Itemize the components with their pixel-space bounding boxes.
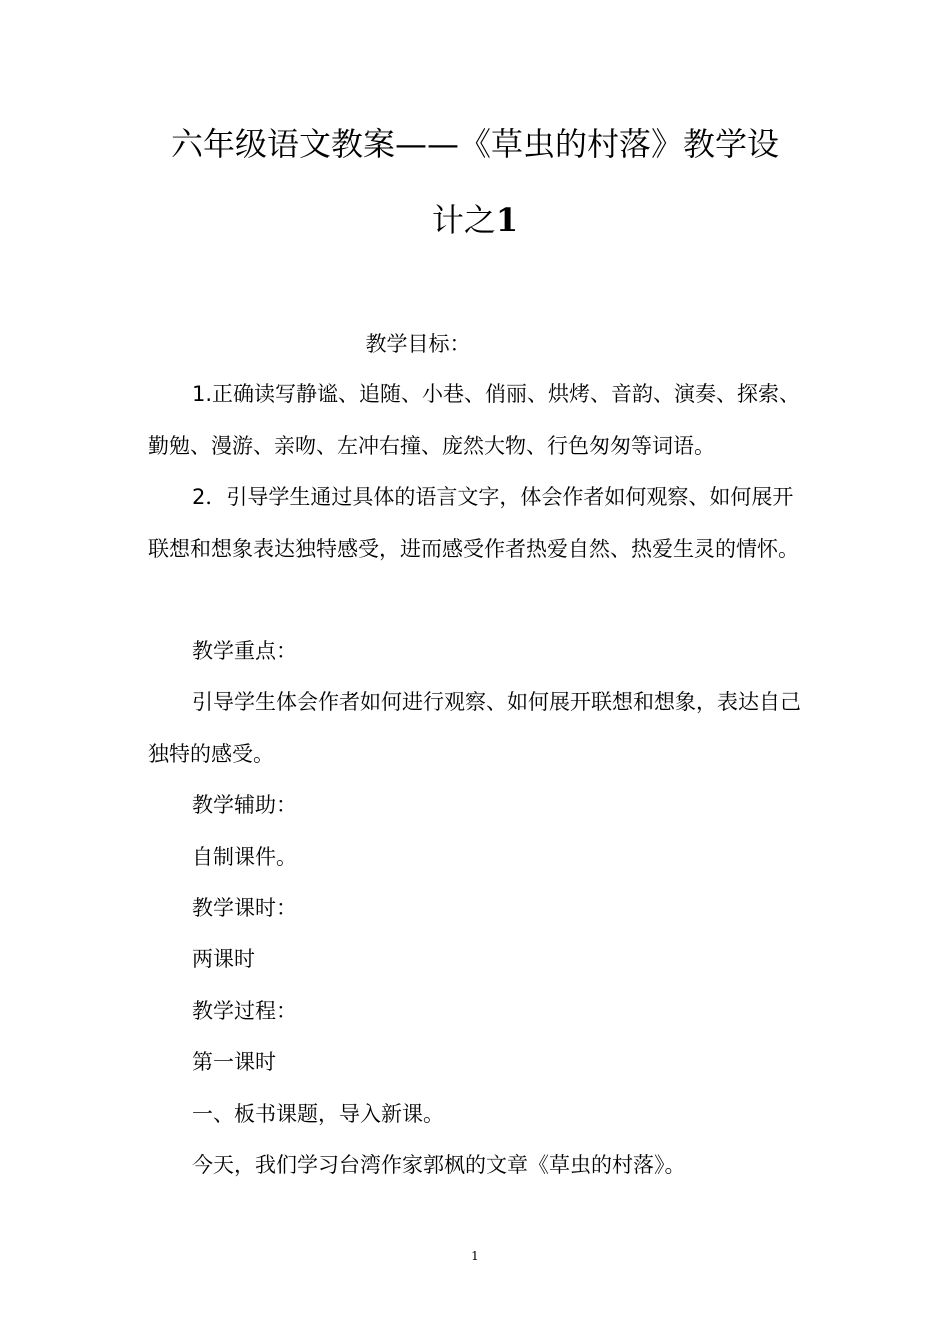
goal-item-2: 2．引导学生通过具体的语言文字，体会作者如何观察、如何展开联想和想象表达独特感受，进而感受作者热爱自然、热爱生灵的情怀。 (148, 485, 799, 561)
class-hours-heading: 教学课时： (192, 896, 297, 920)
document-title-text: 计之 (431, 201, 496, 239)
key-points-heading: 教学重点： (192, 639, 297, 663)
lesson-one-label: 第一课时 (192, 1050, 276, 1074)
class-hours-text: 两课时 (192, 947, 255, 971)
page-number: 1 (471, 1249, 479, 1263)
goal-item-1: 1.正确读写静谧、追随、小巷、俏丽、烘烤、音韵、演奏、探索、勤勉、漫游、亲吻、左冲右撞、庞然大物、行色匆匆等词语。 (148, 382, 801, 458)
step-one-heading: 一、板书课题，导入新课。 (192, 1102, 444, 1126)
document-title-line-2 (148, 200, 802, 240)
teaching-aids-heading: 教学辅助： (192, 793, 297, 817)
process-heading: 教学过程： (192, 999, 297, 1023)
document-title-line-1: 六年级语文教案——《草虫的村落》教学设 (170, 125, 779, 163)
step-one-text: 今天，我们学习台湾作家郭枫的文章《草虫的村落》。 (192, 1153, 686, 1177)
key-points-text: 引导学生体会作者如何进行观察、如何展开联想和想象，表达自己独特的感受。 (148, 690, 801, 766)
teaching-aids-text: 自制课件。 (192, 845, 297, 869)
document-title-number: 1 (495, 201, 519, 239)
goals-heading: 教学目标： (365, 332, 471, 356)
